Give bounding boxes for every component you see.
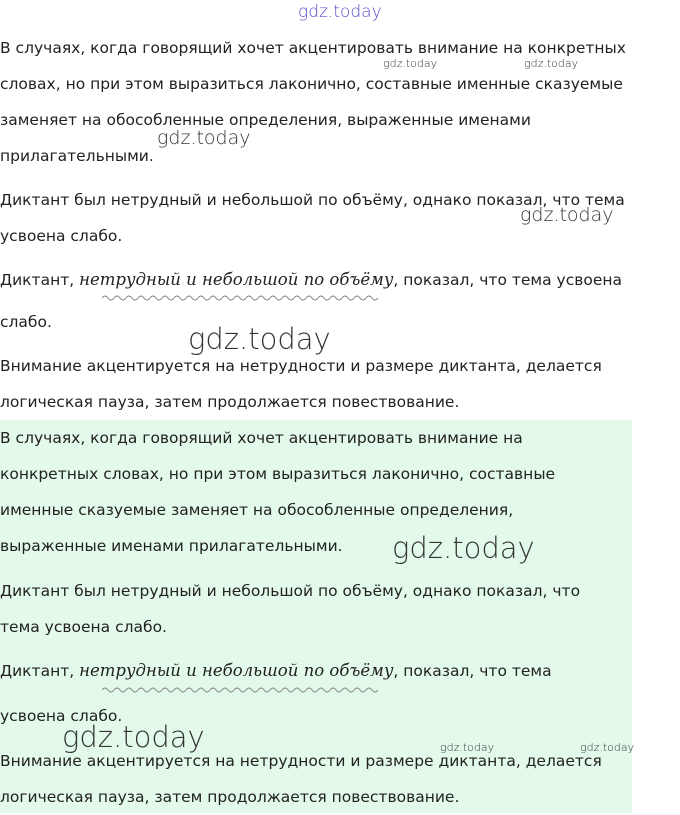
green-p3-italic: нетрудный и небольшой по объёму <box>79 661 394 680</box>
green-wavy-underline <box>102 686 380 694</box>
watermark-large-1: gdz.today <box>188 322 331 356</box>
watermark-bottom-small-2: gdz.today <box>580 741 635 754</box>
top-p1-line2: словах, но при этом выразиться лаконично, составные именные сказуемые <box>0 75 623 93</box>
green-p2-line1: Диктант был нетрудный и небольшой по объёму, однако показал, что <box>0 582 581 600</box>
top-p4-line2: логическая пауза, затем продолжается повествование. <box>0 393 460 411</box>
green-p1-line1: В случаях, когда говорящий хочет акцентировать внимание на <box>0 429 523 447</box>
top-p3-line1 <box>0 262 622 298</box>
top-p1-line3: заменяет на обособленные определения, выраженные именами <box>0 111 531 129</box>
top-p3-italic: нетрудный и небольшой по объёму <box>79 270 394 289</box>
green-p3-line1 <box>0 653 552 689</box>
top-p3-suffix: , показал, что тема усвоена <box>393 271 623 289</box>
top-p4-line1: Внимание акцентируется на нетрудности и размере диктанта, делается <box>0 357 602 375</box>
top-p1-line1: В случаях, когда говорящий хочет акцентировать внимание на конкретных <box>0 39 626 57</box>
watermark-mid-2: gdz.today <box>520 204 614 226</box>
top-p2-line1: Диктант был нетрудный и небольшой по объёму, однако показал, что тема <box>0 191 625 209</box>
green-p2-line2: тема усвоена слабо. <box>0 618 167 636</box>
header-watermark: gdz.today <box>298 2 382 22</box>
green-p1-line2: конкретных словах, но при этом выразиться лаконично, составные <box>0 465 556 483</box>
green-p1-line4: выраженные именами прилагательными. <box>0 537 343 555</box>
top-p3-prefix: Диктант, <box>0 271 75 289</box>
green-p1-line3: именные сказуемые заменяет на обособленные определения, <box>0 501 514 519</box>
watermark-top-small-1: gdz.today <box>383 57 438 70</box>
top-p2-line2: усвоена слабо. <box>0 227 123 245</box>
watermark-mid-1: gdz.today <box>157 127 251 149</box>
top-p1-line4: прилагательными. <box>0 147 154 165</box>
watermark-large-3: gdz.today <box>62 720 205 754</box>
green-p3-suffix: , показал, что тема <box>393 662 552 680</box>
watermark-large-2: gdz.today <box>392 531 535 565</box>
top-p3-line2: слабо. <box>0 313 52 331</box>
green-p4-line1: Внимание акцентируется на нетрудности и размере диктанта, делается <box>0 752 602 770</box>
top-wavy-underline <box>102 294 380 302</box>
green-p3-prefix: Диктант, <box>0 662 75 680</box>
green-p4-line2: логическая пауза, затем продолжается повествование. <box>0 788 460 806</box>
green-section <box>0 420 635 813</box>
green-p3-line2: усвоена слабо. <box>0 707 123 725</box>
watermark-top-small-2: gdz.today <box>524 57 579 70</box>
watermark-bottom-small-1: gdz.today <box>440 741 495 754</box>
